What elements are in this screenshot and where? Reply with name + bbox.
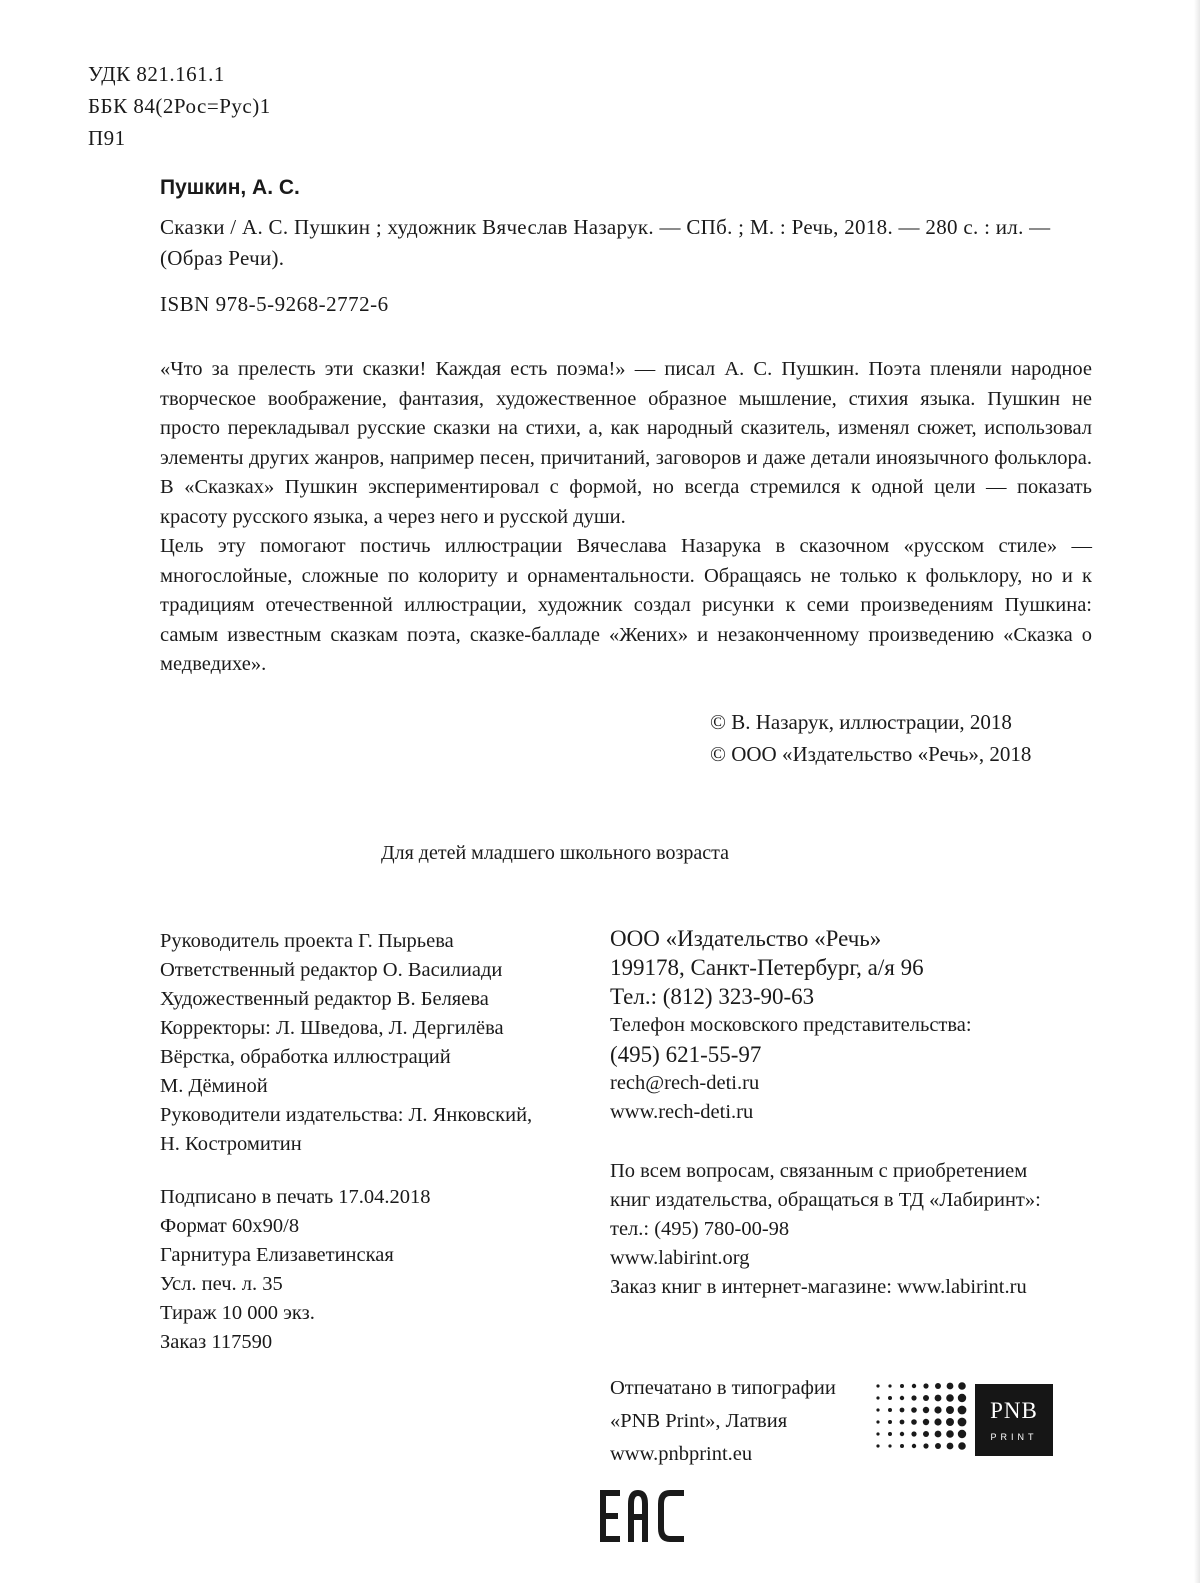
print-detail-line: Подписано в печать 17.04.2018 <box>160 1186 431 1208</box>
publisher-phone: Тел.: (812) 323-90-63 <box>610 984 815 1009</box>
copyright-line-publisher: © ООО «Издательство «Речь», 2018 <box>710 742 1032 766</box>
moscow-office-label: Телефон московского представительства: <box>610 1014 972 1036</box>
credit-line: Н. Костромитин <box>160 1133 302 1155</box>
author-mark: П91 <box>88 126 126 150</box>
credits-column <box>160 927 532 1357</box>
purchase-info-line: По всем вопросам, связанным с приобретением <box>610 1160 1028 1182</box>
annotation-paragraph: Цель эту помогают постичь иллюстрации Вячеслава Назарука в сказочном «русском стиле» — многослойные, сложные по колориту и орнаментальности. Обращаясь не только к фольклору, но и к традициям отечественной иллюстрации, художник создал рисунки к семи произведениям Пушкина: самым известным сказкам поэта, сказке-балладе «Жених» и незаконченному произведению «Сказка о медведихе». <box>160 535 1092 675</box>
credit-line: Ответственный редактор О. Василиади <box>160 959 503 981</box>
eac-mark-icon <box>600 1490 684 1542</box>
printer-info <box>610 1372 836 1471</box>
credit-line: Вёрстка, обработка иллюстраций <box>160 1046 451 1068</box>
pnb-logo-name: PNB <box>990 1398 1038 1423</box>
publisher-name: ООО «Издательство «Речь» <box>610 926 882 951</box>
publisher-address: 199178, Санкт-Петербург, а/я 96 <box>610 955 924 980</box>
moscow-office-phone: (495) 621-55-97 <box>610 1042 762 1067</box>
printer-line: Отпечатано в типографии <box>610 1377 836 1399</box>
credit-line: М. Дёминой <box>160 1075 268 1097</box>
copyright-line-illustrations: © В. Назарук, иллюстрации, 2018 <box>710 710 1012 734</box>
print-detail-line: Гарнитура Елизаветинская <box>160 1244 394 1266</box>
isbn-number: ISBN 978-5-9268-2772-6 <box>160 292 389 316</box>
bbk-code: ББК 84(2Рос=Рус)1 <box>88 94 271 118</box>
pnb-print-logo <box>975 1384 1053 1456</box>
print-detail-line: Усл. печ. л. 35 <box>160 1273 283 1295</box>
age-rating: Для детей младшего школьного возраста <box>380 842 730 864</box>
annotation-paragraph: «Что за прелесть эти сказки! Каждая есть поэма!» — писал А. С. Пушкин. Поэта пленяли народное творческое воображение, фантазия, художественное образное мышление, стихия языка. Пушкин не просто перекладывал русские сказки на стихи, а, как народный сказитель, изменял сюжет, использовал элементы других жанров, например песен, причитаний, заговоров и даже детали иноязычного фольклора. В «Сказках» Пушкин экспериментировал с формой, но всегда стремился к одной цели — показать красоту русского языка, а через него и русской души. <box>160 358 1092 528</box>
udk-code: УДК 821.161.1 <box>88 62 225 86</box>
print-detail-line: Формат 60х90/8 <box>160 1215 300 1237</box>
purchase-info-line: книг издательства, обращаться в ТД «Лабиринт»: <box>610 1189 1041 1211</box>
publisher-website: www.rech-deti.ru <box>610 1101 754 1123</box>
credit-line: Художественный редактор В. Беляева <box>160 988 489 1010</box>
purchase-info-line: тел.: (495) 780-00-98 <box>610 1218 790 1240</box>
purchase-info-line: Заказ книг в интернет-магазине: www.labirint.ru <box>610 1276 1027 1298</box>
classification-codes <box>88 58 271 154</box>
copyright-block <box>710 706 1031 770</box>
purchase-info-line: www.labirint.org <box>610 1247 750 1269</box>
credit-line: Руководитель проекта Г. Пырьева <box>160 930 454 952</box>
pnb-logo-sub: PRINT <box>990 1432 1038 1442</box>
page-edge-shadow <box>1194 0 1200 1583</box>
print-detail-line: Заказ 117590 <box>160 1331 273 1353</box>
print-detail-line: Тираж 10 000 экз. <box>160 1302 315 1324</box>
credit-line: Корректоры: Л. Шведова, Л. Дергилёва <box>160 1017 504 1039</box>
pnb-dot-pattern-icon <box>872 1380 968 1452</box>
printer-line: «PNB Print», Латвия <box>610 1410 788 1432</box>
author-heading: Пушкин, А. С. <box>160 176 300 199</box>
publisher-email: rech@rech-deti.ru <box>610 1072 760 1094</box>
publisher-column <box>610 924 1041 1302</box>
printer-line: www.pnbprint.eu <box>610 1443 753 1465</box>
credit-line: Руководители издательства: Л. Янковский, <box>160 1104 533 1126</box>
bibliographic-record: Сказки / А. С. Пушкин ; художник Вячеслав Назарук. — СПб. ; М. : Речь, 2018. — 280 с. : ил. — (Образ Речи). <box>160 215 1051 270</box>
annotation <box>160 355 1092 680</box>
